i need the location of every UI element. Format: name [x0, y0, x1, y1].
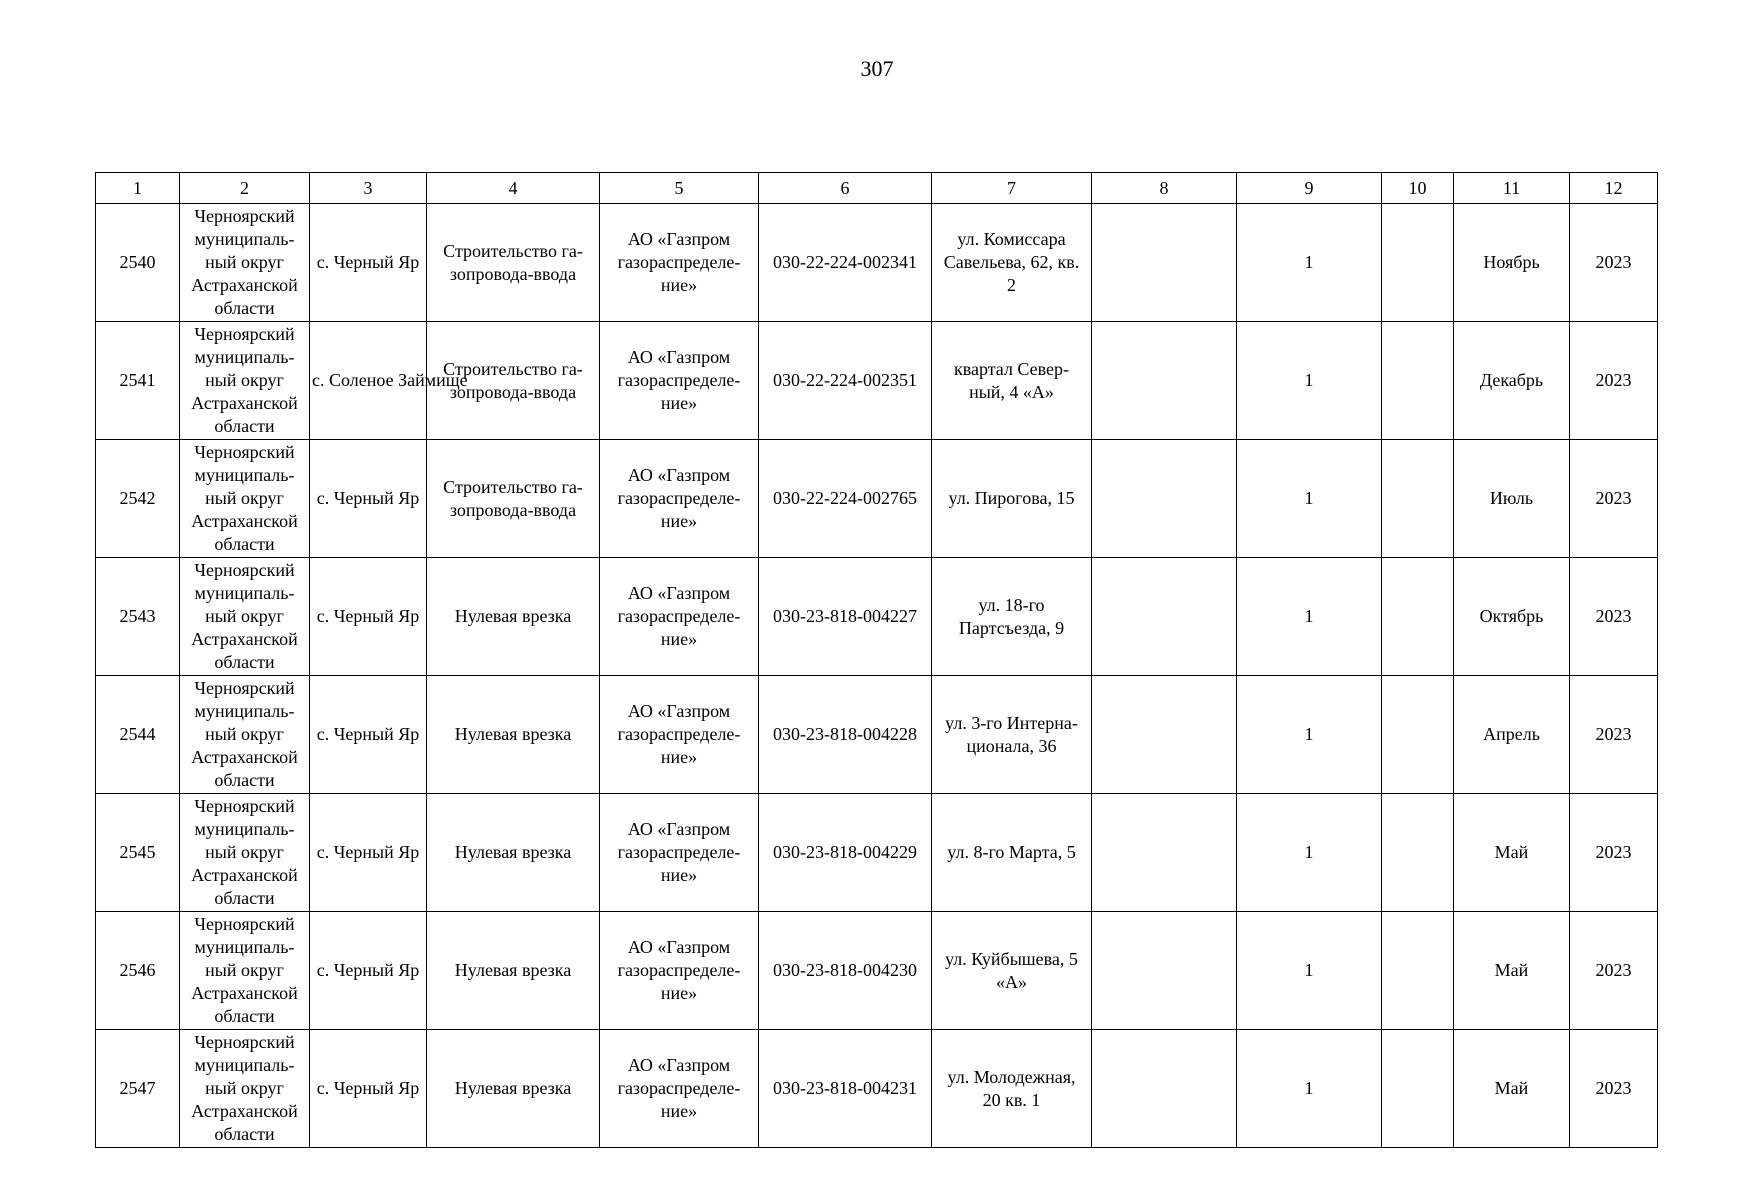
- settlement-cell: с. Черный Яр: [310, 676, 427, 794]
- column-10-cell: [1382, 676, 1454, 794]
- organization-cell: АО «Газпром газораспределе- ние»: [600, 794, 759, 912]
- page-number: 307: [860, 56, 894, 81]
- settlement-cell: с. Черный Яр: [310, 558, 427, 676]
- work-type-cell: Строительство га- зопровода-ввода: [427, 204, 600, 322]
- month-cell: Май: [1454, 1030, 1570, 1148]
- row-number: 2543: [96, 558, 180, 676]
- district-cell: Черноярский муниципаль- ный округ Астраханской области: [180, 676, 310, 794]
- column-8-cell: [1092, 322, 1237, 440]
- column-8-cell: [1092, 440, 1237, 558]
- table-row: [96, 912, 1658, 1030]
- header-row: [96, 173, 1658, 204]
- settlement-cell: с. Черный Яр: [310, 1030, 427, 1148]
- column-10-cell: [1382, 322, 1454, 440]
- column-header: 4: [427, 173, 600, 204]
- row-number: 2542: [96, 440, 180, 558]
- column-10-cell: [1382, 440, 1454, 558]
- address-cell: ул. Комиссара Савельева, 62, кв. 2: [932, 204, 1092, 322]
- year-cell: 2023: [1570, 794, 1658, 912]
- year-cell: 2023: [1570, 676, 1658, 794]
- column-9-cell: 1: [1237, 794, 1382, 912]
- organization-cell: АО «Газпром газораспределе- ние»: [600, 1030, 759, 1148]
- object-code-cell: 030-23-818-004229: [759, 794, 932, 912]
- object-code-cell: 030-23-818-004228: [759, 676, 932, 794]
- settlement-cell: с. Черный Яр: [310, 794, 427, 912]
- settlement-cell: с. Черный Яр: [310, 912, 427, 1030]
- registry-table: [95, 172, 1658, 1148]
- table-row: [96, 322, 1658, 440]
- district-cell: Черноярский муниципаль- ный округ Астраханской области: [180, 1030, 310, 1148]
- object-code-cell: 030-22-224-002765: [759, 440, 932, 558]
- month-cell: Ноябрь: [1454, 204, 1570, 322]
- organization-cell: АО «Газпром газораспределе- ние»: [600, 558, 759, 676]
- work-type-cell: Нулевая врезка: [427, 1030, 600, 1148]
- address-cell: ул. Молодежная, 20 кв. 1: [932, 1030, 1092, 1148]
- month-cell: Апрель: [1454, 676, 1570, 794]
- column-9-cell: 1: [1237, 204, 1382, 322]
- work-type-cell: Нулевая врезка: [427, 558, 600, 676]
- year-cell: 2023: [1570, 1030, 1658, 1148]
- column-10-cell: [1382, 912, 1454, 1030]
- table-row: [96, 1030, 1658, 1148]
- organization-cell: АО «Газпром газораспределе- ние»: [600, 440, 759, 558]
- address-cell: ул. Пирогова, 15: [932, 440, 1092, 558]
- column-9-cell: 1: [1237, 1030, 1382, 1148]
- year-cell: 2023: [1570, 912, 1658, 1030]
- month-cell: Июль: [1454, 440, 1570, 558]
- column-10-cell: [1382, 794, 1454, 912]
- district-cell: Черноярский муниципаль- ный округ Астраханской области: [180, 794, 310, 912]
- district-cell: Черноярский муниципаль- ный округ Астраханской области: [180, 440, 310, 558]
- object-code-cell: 030-22-224-002351: [759, 322, 932, 440]
- organization-cell: АО «Газпром газораспределе- ние»: [600, 676, 759, 794]
- row-number: 2544: [96, 676, 180, 794]
- settlement-cell: с. Черный Яр: [310, 440, 427, 558]
- month-cell: Декабрь: [1454, 322, 1570, 440]
- object-code-cell: 030-22-224-002341: [759, 204, 932, 322]
- column-9-cell: 1: [1237, 676, 1382, 794]
- column-9-cell: 1: [1237, 558, 1382, 676]
- year-cell: 2023: [1570, 440, 1658, 558]
- table-row: [96, 558, 1658, 676]
- district-cell: Черноярский муниципаль- ный округ Астраханской области: [180, 204, 310, 322]
- organization-cell: АО «Газпром газораспределе- ние»: [600, 322, 759, 440]
- row-number: 2541: [96, 322, 180, 440]
- district-cell: Черноярский муниципаль- ный округ Астраханской области: [180, 558, 310, 676]
- table-row: [96, 794, 1658, 912]
- table-row: [96, 204, 1658, 322]
- column-header: 11: [1454, 173, 1570, 204]
- district-cell: Черноярский муниципаль- ный округ Астраханской области: [180, 912, 310, 1030]
- column-8-cell: [1092, 1030, 1237, 1148]
- address-cell: квартал Север- ный, 4 «А»: [932, 322, 1092, 440]
- column-8-cell: [1092, 912, 1237, 1030]
- year-cell: 2023: [1570, 558, 1658, 676]
- organization-cell: АО «Газпром газораспределе- ние»: [600, 912, 759, 1030]
- object-code-cell: 030-23-818-004227: [759, 558, 932, 676]
- work-type-cell: Строительство га- зопровода-ввода: [427, 440, 600, 558]
- object-code-cell: 030-23-818-004231: [759, 1030, 932, 1148]
- year-cell: 2023: [1570, 204, 1658, 322]
- table-row: [96, 676, 1658, 794]
- address-cell: ул. 18-го Партсъезда, 9: [932, 558, 1092, 676]
- row-number: 2540: [96, 204, 180, 322]
- settlement-cell: с. Черный Яр: [310, 204, 427, 322]
- column-header: 7: [932, 173, 1092, 204]
- column-10-cell: [1382, 1030, 1454, 1148]
- column-8-cell: [1092, 204, 1237, 322]
- address-cell: ул. 3-го Интерна- ционала, 36: [932, 676, 1092, 794]
- work-type-cell: Нулевая врезка: [427, 912, 600, 1030]
- work-type-cell: Нулевая врезка: [427, 794, 600, 912]
- column-10-cell: [1382, 204, 1454, 322]
- address-cell: ул. 8-го Марта, 5: [932, 794, 1092, 912]
- column-9-cell: 1: [1237, 322, 1382, 440]
- month-cell: Октябрь: [1454, 558, 1570, 676]
- column-header: 3: [310, 173, 427, 204]
- column-header: 2: [180, 173, 310, 204]
- column-header: 8: [1092, 173, 1237, 204]
- row-number: 2545: [96, 794, 180, 912]
- work-type-cell: Строительство га- зопровода-ввода: [427, 322, 600, 440]
- column-header: 12: [1570, 173, 1658, 204]
- column-10-cell: [1382, 558, 1454, 676]
- column-9-cell: 1: [1237, 912, 1382, 1030]
- column-header: 10: [1382, 173, 1454, 204]
- row-number: 2547: [96, 1030, 180, 1148]
- object-code-cell: 030-23-818-004230: [759, 912, 932, 1030]
- month-cell: Май: [1454, 794, 1570, 912]
- settlement-cell: с. Соленое Займище: [310, 322, 427, 440]
- address-cell: ул. Куйбышева, 5 «А»: [932, 912, 1092, 1030]
- work-type-cell: Нулевая врезка: [427, 676, 600, 794]
- year-cell: 2023: [1570, 322, 1658, 440]
- table-row: [96, 440, 1658, 558]
- column-8-cell: [1092, 794, 1237, 912]
- column-8-cell: [1092, 558, 1237, 676]
- month-cell: Май: [1454, 912, 1570, 1030]
- column-header: 9: [1237, 173, 1382, 204]
- district-cell: Черноярский муниципаль- ный округ Астраханской области: [180, 322, 310, 440]
- column-header: 5: [600, 173, 759, 204]
- column-header: 6: [759, 173, 932, 204]
- row-number: 2546: [96, 912, 180, 1030]
- column-header: 1: [96, 173, 180, 204]
- organization-cell: АО «Газпром газораспределе- ние»: [600, 204, 759, 322]
- column-8-cell: [1092, 676, 1237, 794]
- column-9-cell: 1: [1237, 440, 1382, 558]
